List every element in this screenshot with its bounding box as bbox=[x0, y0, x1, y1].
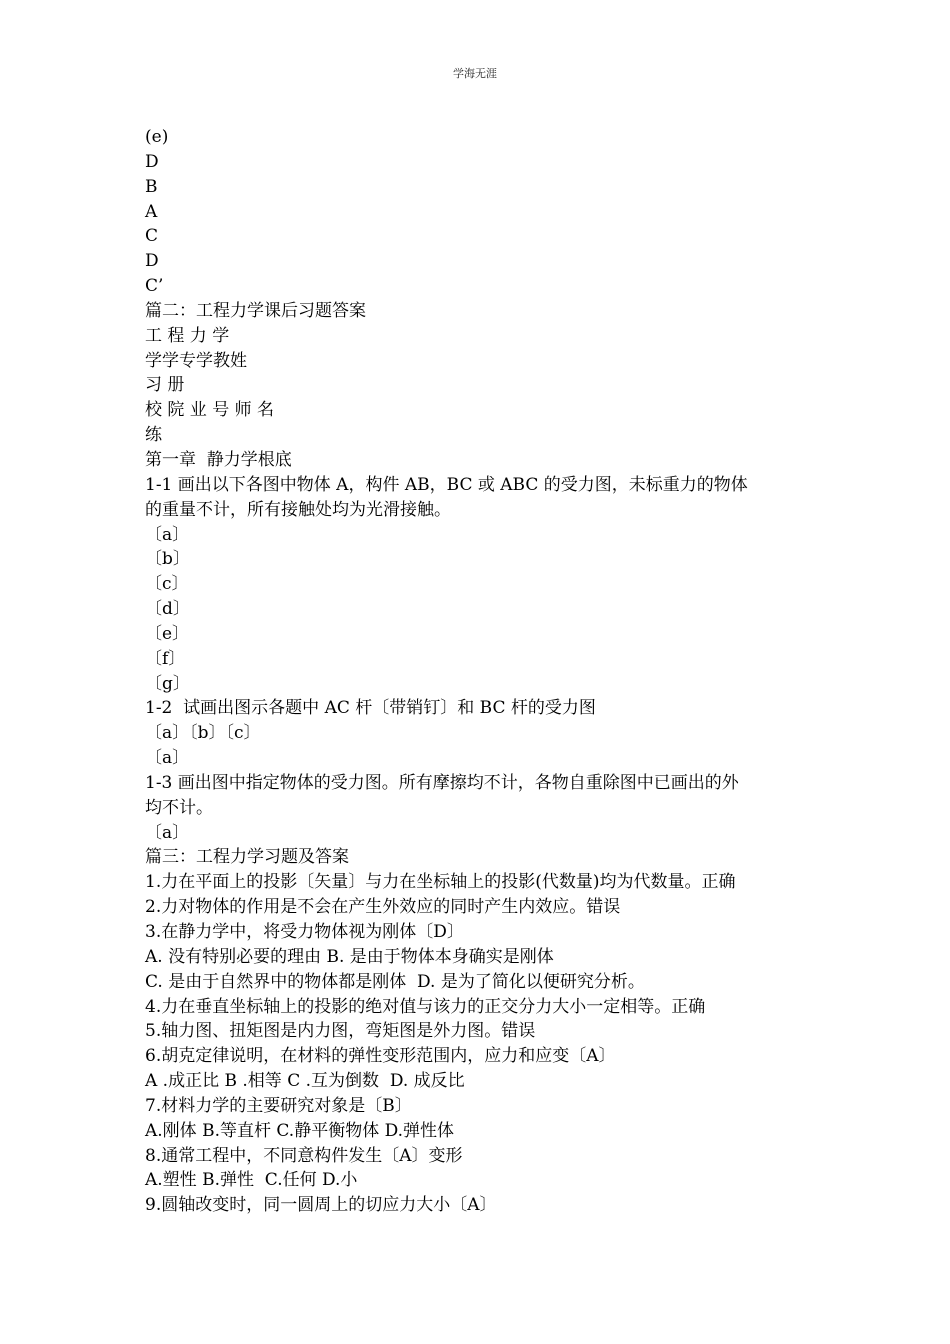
text-line: D bbox=[145, 151, 159, 172]
text-line: A .成正比 B .相等 C .互为倒数 D. 成反比 bbox=[145, 1071, 465, 1092]
text-line: 2.力对物体的作用是不会在产生外效应的同时产生内效应。错误 bbox=[145, 897, 621, 918]
text-line: 9.圆轴改变时，同一圆周上的切应力大小〔A〕 bbox=[145, 1195, 497, 1216]
text-line: B bbox=[145, 176, 158, 197]
page-header: 学海无涯 bbox=[453, 67, 497, 80]
text-line: 1.力在平面上的投影〔矢量〕与力在坐标轴上的投影(代数量)均为代数量。正确 bbox=[145, 872, 736, 893]
text-line: 均不计。 bbox=[145, 797, 213, 818]
text-line: A.刚体 B.等直杆 C.静平衡物体 D.弹性体 bbox=[145, 1120, 455, 1141]
text-line: 〔a〕 bbox=[145, 748, 190, 769]
text-line: 〔f〕 bbox=[145, 648, 186, 669]
document-body bbox=[145, 125, 815, 1218]
text-line: 〔a〕〔b〕〔c〕 bbox=[145, 723, 261, 744]
text-line: 4.力在垂直坐标轴上的投影的绝对值与该力的正交分力大小一定相等。正确 bbox=[145, 996, 706, 1017]
text-line: (e) bbox=[145, 127, 169, 147]
text-line: 8.通常工程中，不同意构件发生〔A〕变形 bbox=[145, 1145, 463, 1166]
text-line: 3.在静力学中，将受力物体视为刚体〔D〕 bbox=[145, 922, 464, 942]
text-line: C. 是由于自然界中的物体都是刚体 D. 是为了简化以便研究分析。 bbox=[145, 971, 645, 992]
text-line: 1-1 画出以下各图中物体 A，构件 AB，BC 或 ABC 的受力图，未标重力的物体 bbox=[145, 474, 748, 495]
section-title: 篇三：工程力学习题及答案 bbox=[145, 847, 349, 868]
text-line: 学学专学教姓 bbox=[145, 350, 247, 371]
text-line: 1-3 画出图中指定物体的受力图。所有摩擦均不计，各物自重除图中已画出的外 bbox=[145, 772, 739, 793]
text-line: A bbox=[145, 201, 158, 222]
text-line: C bbox=[145, 226, 159, 247]
text-line: 〔d〕 bbox=[145, 599, 190, 620]
text-line: 〔c〕 bbox=[145, 574, 189, 595]
text-line: 6.胡克定律说明，在材料的弹性变形范围内，应力和应变〔A〕 bbox=[145, 1046, 616, 1067]
text-line: 5.轴力图、扭矩图是内力图，弯矩图是外力图。错误 bbox=[145, 1021, 536, 1042]
text-line: C’ bbox=[145, 276, 164, 297]
chapter-title: 第一章 静力学根底 bbox=[145, 449, 292, 470]
text-line: 7.材料力学的主要研究对象是〔B〕 bbox=[145, 1095, 412, 1116]
text-line: 〔g〕 bbox=[145, 673, 190, 694]
text-line: D bbox=[145, 251, 159, 272]
text-line: 校 院 业 号 师 名 bbox=[145, 400, 275, 421]
text-line: 〔a〕 bbox=[145, 822, 190, 843]
text-line: 练 bbox=[145, 425, 162, 446]
text-line: 习 册 bbox=[145, 375, 185, 396]
text-line: 〔e〕 bbox=[145, 623, 190, 644]
text-line: A. 没有特别必要的理由 B. 是由于物体本身确实是刚体 bbox=[145, 946, 554, 967]
text-line: A.塑性 B.弹性 C.任何 D.小 bbox=[145, 1170, 358, 1191]
text-line: 1-2 试画出图示各题中 AC 杆〔带销钉〕和 BC 杆的受力图 bbox=[145, 698, 596, 719]
text-line: 的重量不计，所有接触处均为光滑接触。 bbox=[145, 499, 451, 520]
section-title: 篇二：工程力学课后习题答案 bbox=[145, 300, 366, 321]
text-line: 工 程 力 学 bbox=[145, 325, 230, 346]
text-line: 〔b〕 bbox=[145, 549, 190, 570]
text-line: 〔a〕 bbox=[145, 524, 190, 545]
